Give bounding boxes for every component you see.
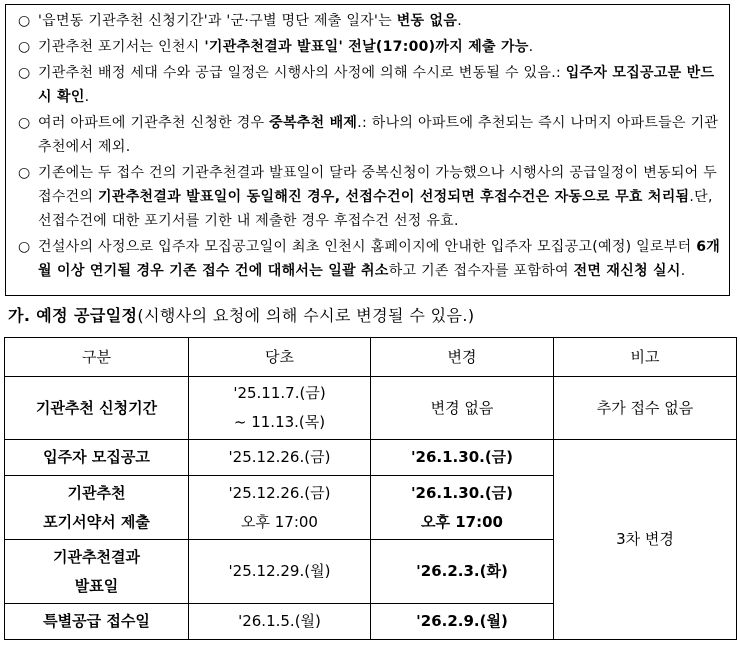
notice-text: . <box>457 13 462 29</box>
notice-emphasis: 기관추천결과 발표일이 동일해진 경우, 선접수건이 선정되면 후접수건은 자동으로 무효 처리됨 <box>98 189 690 205</box>
table-row <box>5 377 737 440</box>
section-title-note: (시행사의 요청에 의해 수시로 변경될 수 있음.) <box>137 306 475 325</box>
notice-emphasis: 6개월 이상 연기될 경우 기존 접수 건에 대해서는 일괄 취소 <box>38 239 721 279</box>
row-label: 입주자 모집공고 <box>5 440 189 476</box>
row-label: 특별공급 접수일 <box>5 604 189 640</box>
notice-item <box>18 35 723 59</box>
row-original: '25.12.26.(금) <box>189 440 371 476</box>
row-note-merged: 3차 변경 <box>554 440 737 640</box>
row-changed: '26.2.3.(화) <box>371 540 554 604</box>
notice-item <box>18 161 723 233</box>
row-changed: '26.1.30.(금) <box>371 440 554 476</box>
row-label: 기관추천 포기서약서 제출 <box>5 476 189 540</box>
notice-emphasis: 중복추천 배제 <box>269 115 358 131</box>
circle-bullet-icon: ○ <box>18 165 31 181</box>
header-note: 비고 <box>554 338 737 377</box>
notice-emphasis: 변동 없음 <box>396 13 458 29</box>
notice-emphasis: '기관추천결과 발표일' 전날(17:00)까지 제출 가능 <box>204 39 529 55</box>
table-row <box>5 440 737 476</box>
notice-text: 기관추천 포기서는 인천시 <box>38 39 205 55</box>
circle-bullet-icon: ○ <box>18 115 31 131</box>
row-original: '26.1.5.(월) <box>189 604 371 640</box>
notice-text: 건설사의 사정으로 입주자 모집공고일이 최초 인천시 홈페이지에 안내한 입주자 모집공고(예정) 일로부터 <box>38 239 697 255</box>
header-category: 구분 <box>5 338 189 377</box>
row-label: 기관추천 신청기간 <box>5 377 189 440</box>
circle-bullet-icon: ○ <box>18 239 31 255</box>
notice-text: . <box>528 39 534 55</box>
notice-emphasis: 전면 재신청 실시 <box>573 263 681 279</box>
notice-text: .: 하나의 아파트에 추천되는 즉시 나머지 아파트들은 기관추천에서 제외. <box>38 115 719 155</box>
schedule-table <box>4 337 737 640</box>
row-label: 기관추천결과 발표일 <box>5 540 189 604</box>
circle-bullet-icon: ○ <box>18 65 31 81</box>
notice-text: '읍면동 기관추천 신청기간'과 '군·구별 명단 제출 일자'는 <box>38 13 397 29</box>
notice-box <box>5 4 730 296</box>
notice-emphasis: 입주자 모집공고문 반드시 확인 <box>38 65 715 105</box>
circle-bullet-icon: ○ <box>18 13 31 29</box>
notice-text: 여러 아파트에 기관추천 신청한 경우 <box>38 115 270 131</box>
circle-bullet-icon: ○ <box>18 39 31 55</box>
table-header-row <box>5 338 737 377</box>
notice-text: . <box>84 89 90 105</box>
row-changed: '26.1.30.(금) 오후 17:00 <box>371 476 554 540</box>
notice-text: 기존에는 두 접수 건의 기관추천결과 발표일이 달라 중복신청이 가능했으나 시행사의 공급일정이 변동되어 두 접수건의 <box>38 165 718 205</box>
row-original: '25.11.7.(금) ~ 11.13.(목) <box>189 377 371 440</box>
row-original: '25.12.29.(월) <box>189 540 371 604</box>
notice-text: .단, 선접수건에 대한 포기서를 기한 내 제출한 경우 후접수건 선정 유효. <box>38 189 713 229</box>
row-changed: '26.2.9.(월) <box>371 604 554 640</box>
notice-item <box>18 235 723 283</box>
notice-text: 하고 기존 접수자를 포함하여 <box>388 263 574 279</box>
section-title <box>8 304 475 328</box>
section-title-bold: 가. 예정 공급일정 <box>8 306 138 325</box>
header-changed: 변경 <box>371 338 554 377</box>
notice-text: 기관추천 배정 세대 수와 공급 일정은 시행사의 사정에 의해 수시로 변동될 수 있음.: <box>38 65 566 81</box>
notice-text: . <box>680 263 686 279</box>
notice-item <box>18 61 723 109</box>
header-original: 당초 <box>189 338 371 377</box>
row-original: '25.12.26.(금) 오후 17:00 <box>189 476 371 540</box>
row-note: 추가 접수 없음 <box>554 377 737 440</box>
notice-item <box>18 111 723 159</box>
row-changed: 변경 없음 <box>371 377 554 440</box>
notice-item <box>18 9 723 33</box>
